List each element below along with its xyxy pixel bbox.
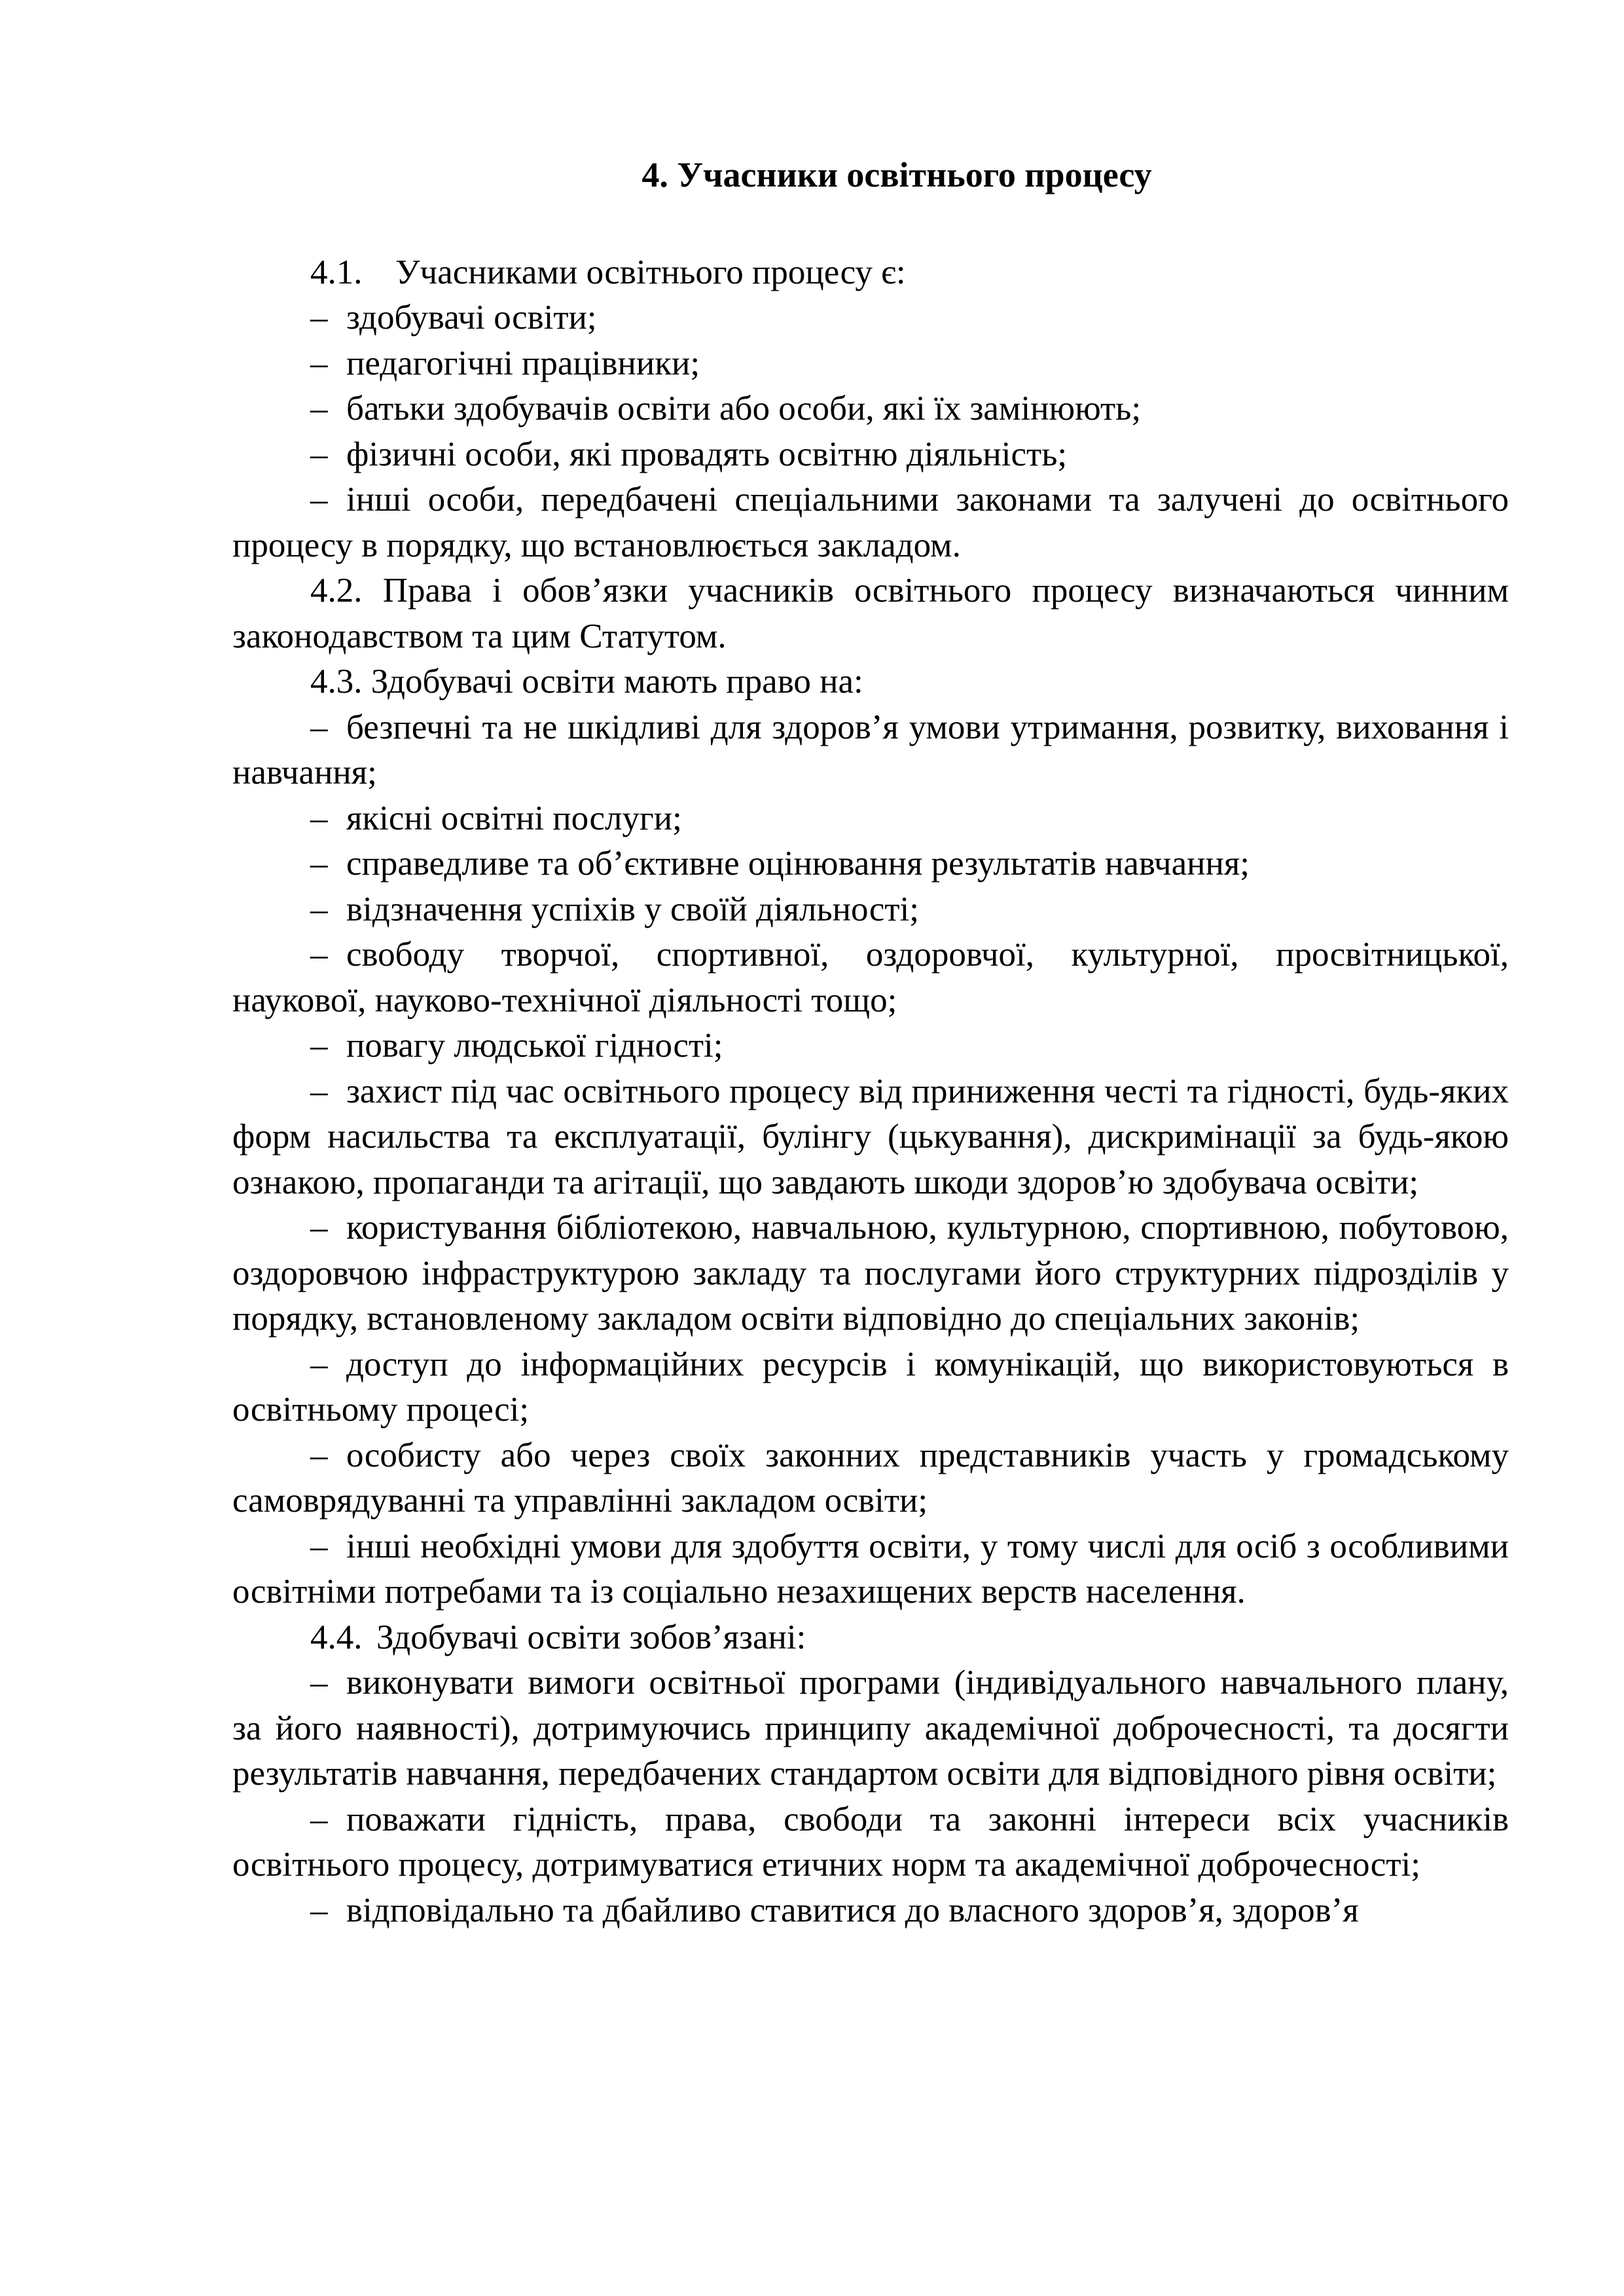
dash-marker: – — [310, 1800, 328, 1838]
clause-4-3: 4.3. Здобувачі освіти мають право на: — [310, 663, 863, 701]
dash-marker: – — [310, 1527, 328, 1565]
dash-marker: – — [310, 936, 328, 974]
dash-marker: – — [310, 1072, 328, 1110]
dash-marker: – — [310, 1436, 328, 1474]
clause-number: 4.4. — [310, 1618, 363, 1656]
dash-marker: – — [310, 1664, 328, 1702]
list-item: – виконувати вимоги освітньої програми (індивідуального навчального плану, за його наявності), дотримуючись принципу академічної доброчесності, та досягти результатів навчання, передбачених стандартом освіти для відповідного рівня освіти; — [232, 1660, 1509, 1797]
list-item: – інші особи, передбачені спеціальними законами та залучені до освітнього процесу в порядку, що встановлюється закладом. — [232, 477, 1509, 568]
dash-marker: – — [310, 1891, 328, 1929]
dash-marker: – — [310, 1345, 328, 1383]
list-item: – особисту або через своїх законних представників участь у громадському самоврядуванні та управлінні закладом освіти; — [232, 1433, 1509, 1524]
document-body — [232, 153, 1509, 1933]
dash-marker: – — [310, 344, 328, 382]
list-item: – справедливе та об’єктивне оцінювання результатів навчання; — [232, 841, 1509, 887]
list-item: – безпечні та не шкідливі для здоров’я умови утримання, розвитку, виховання і навчання; — [232, 705, 1509, 796]
clause-text: Учасниками освітнього процесу є: — [395, 253, 906, 291]
list-item: – поважати гідність, права, свободи та законні інтереси всіх учасників освітнього процесу, дотримуватися етичних норм та академічної доброчесності; — [232, 1797, 1509, 1888]
dash-marker: – — [310, 390, 328, 428]
dash-marker: – — [310, 1209, 328, 1247]
dash-marker: – — [310, 1027, 328, 1065]
list-item: – повагу людської гідності; — [232, 1023, 1509, 1069]
clause-4-4 — [232, 1615, 1509, 1661]
dash-marker: – — [310, 435, 328, 473]
list-item: – захист під час освітнього процесу від приниження честі та гідності, будь-яких форм насильства та експлуатації, булінгу (цькування), дискримінації за будь-якою ознакою, пропаганди та агітації, що завдають шкоди здоров’ю здобувача освіти; — [232, 1069, 1509, 1206]
clause-text: Здобувачі освіти зобов’язані: — [376, 1618, 806, 1656]
list-item: – батьки здобувачів освіти або особи, які їх замінюють; — [232, 386, 1509, 432]
list-item: – користування бібліотекою, навчальною, культурною, спортивною, побутовою, оздоровчою інфраструктурою закладу та послугами його структурних підрозділів у порядку, встановленому закладом освіти відповідно до спеціальних законів; — [232, 1205, 1509, 1342]
list-item: – фізичні особи, які провадять освітню діяльність; — [232, 432, 1509, 478]
list-item: – відзначення успіхів у своїй діяльності; — [232, 887, 1509, 933]
list-item: – свободу творчої, спортивної, оздоровчої, культурної, просвітницької, наукової, науково-технічної діяльності тощо; — [232, 932, 1509, 1023]
list-item: – відповідально та дбайливо ставитися до власного здоров’я, здоров’я — [232, 1888, 1509, 1934]
clause-number: 4.1. — [310, 253, 363, 291]
dash-marker: – — [310, 299, 328, 337]
dash-marker: – — [310, 481, 328, 519]
dash-marker: – — [310, 799, 328, 837]
list-item: – інші необхідні умови для здобуття освіти, у тому числі для осіб з особливими освітніми потребами та із соціально незахищених верств населення. — [232, 1524, 1509, 1615]
dash-marker: – — [310, 845, 328, 883]
dash-marker: – — [310, 708, 328, 746]
list-item: – здобувачі освіти; — [232, 295, 1509, 341]
clause-4-2: 4.2. Права і обов’язки учасників освітнього процесу визначаються чинним законодавством та цим Статутом. — [232, 572, 1509, 655]
list-item: – педагогічні працівники; — [232, 341, 1509, 387]
dash-marker: – — [310, 890, 328, 928]
list-item: – доступ до інформаційних ресурсів і комунікацій, що використовуються в освітньому процесі; — [232, 1342, 1509, 1433]
list-item: – якісні освітні послуги; — [232, 796, 1509, 842]
section-heading: 4. Учасники освітнього процесу — [641, 155, 1152, 194]
clause-4-1 — [232, 250, 1509, 296]
